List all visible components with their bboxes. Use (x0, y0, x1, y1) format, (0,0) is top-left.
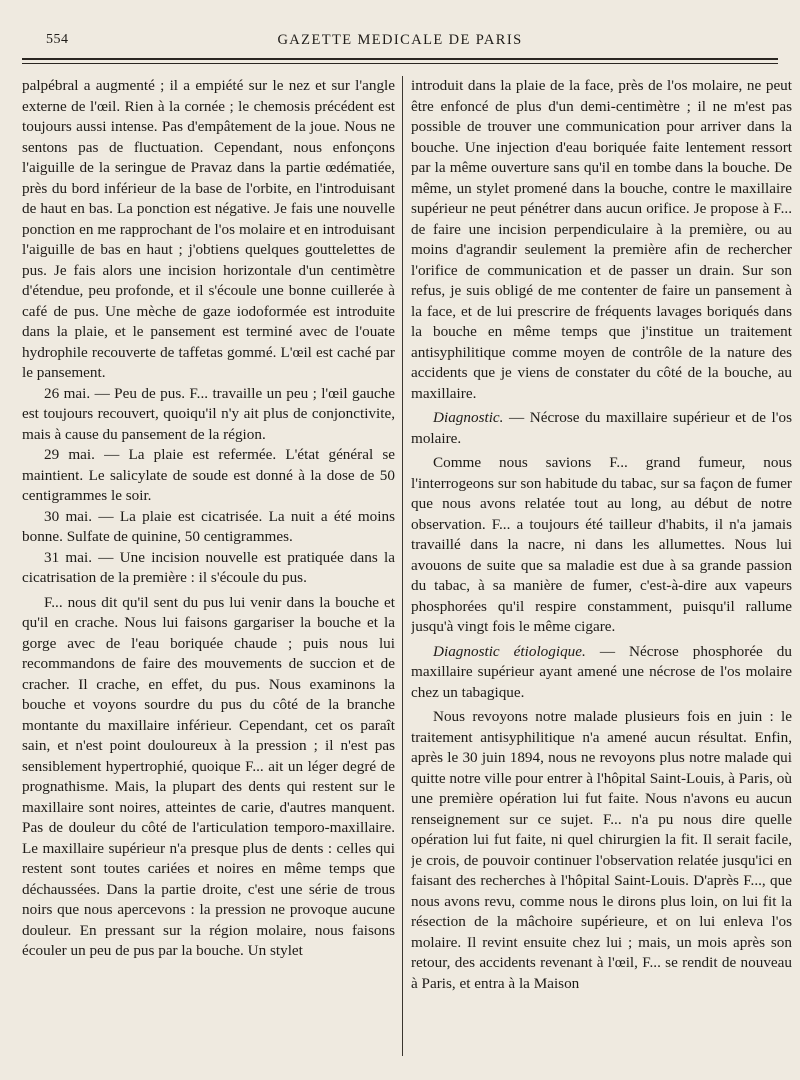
section-label: Diagnostic étiologique. (433, 642, 586, 660)
paragraph: 29 mai. — La plaie est refermée. L'état général se maintient. Le salicylate de soude est donné à la dose de 50 centigrammes le soir. (22, 446, 395, 504)
diagnostic-paragraph (411, 408, 792, 449)
section-label: Diagnostic. (433, 409, 504, 426)
paragraph: F... nous dit qu'il sent du pus lui venir dans la bouche et qu'il en crache. Nous lui faisons gargariser la bouche et la gorge avec de l'eau boriquée chaude ; puis nous lui recommandons de faire des mouvements de succion et de cracher. Il crache, en effet, du pus. Nous examinons la bouche et voyons sourdre du pus du côté de la branche montante du maxillaire inférieur. Cependant, cet os paraît sain, et n'est point douloureux à la pression ; il n'est pas sensiblement hypertrophié, quoique F... ait un léger degré de prognathisme. Mais, la plupart des dents qui restent sur le maxillaire sont noires, atteintes de carie, d'autres manquent. Pas de douleur du côté de l'articulation temporo-maxillaire. Le maxillaire supérieur n'a presque plus de dents : celles qui restent sont toutes cariées et noires en même temps que déchaussées. Dans la partie droite, c'est une série de trous noirs que nous apercevons : la pression ne provoque aucune douleur. En pressant sur la région molaire, nous faisons écouler un peu de pus par la bouche. Un stylet (22, 593, 395, 959)
paragraph: Comme nous savions F... grand fumeur, nous l'interrogeons sur son habitude du tabac, sur sa façon de fumer que nous avons relatée tout au long, au début de notre observation. F... a toujours été tailleur d'habits, il n'a jamais travaillé dans la nacre, ni dans les allumettes. Nous lui avouons de suite que sa maladie est due à sa grande passion du tabac, à sa manière de fumer, c'est-à-dire aux vapeurs phosphorées qu'il respire constamment, puisqu'il rallume jusqu'à vingt fois le même cigare. (411, 454, 792, 635)
header-rule-thick (22, 58, 778, 60)
right-column (411, 76, 792, 1066)
paragraph: 31 mai. — Une incision nouvelle est pratiquée dans la cicatrisation de la première : il s'écoule du pus. (22, 548, 395, 586)
etiology-paragraph (411, 642, 792, 704)
paragraph: Nous revoyons notre malade plusieurs fois en juin : le traitement antisyphilitique n'a amené aucun résultat. Enfin, après le 30 juin 1894, nous ne revoyons plus notre malade qui quitte notre ville pour entrer à l'hôpital Saint-Louis, à Paris, où une première opération lui fut faite. Nous n'avons eu aucun renseignement sur ce sujet. F... n'a pu nous dire quelle opération lui fut faite, ni quel chirurgien la fit. Il serait facile, je crois, de pouvoir continuer l'observation relatée jusqu'ici en faisant des recherches à l'hôpital Saint-Louis. D'après F..., que nous avons revu, comme nous le dirons plus loin, on lui fit la résection de la mâchoire supérieure, et on lui enleva l'os molaire. Il revint ensuite chez lui ; mais, un mois après son retour, des accidents revenant à l'œil, F... se rendit de nouveau à Paris, et entra à la Maison (411, 708, 792, 992)
header-rule-thin (22, 63, 778, 64)
running-header (0, 26, 800, 52)
text-columns (22, 76, 792, 1066)
section-text: — Nécrose du maxillaire supérieur et de l'os molaire. (411, 409, 792, 447)
section-text: — Nécrose phosphorée du maxillaire supérieur ayant amené une nécrose de l'os molaire chez un tabagique. (411, 642, 792, 701)
journal-title: GAZETTE MEDICALE DE PARIS (277, 32, 523, 48)
column-divider (402, 76, 403, 1056)
paragraph: 30 mai. — La plaie est cicatrisée. La nuit a été moins bonne. Sulfate de quinine, 50 centigrammes. (22, 507, 395, 545)
left-column (22, 76, 395, 1066)
page-number: 554 (46, 32, 69, 47)
paragraph: 26 mai. — Peu de pus. F... travaille un peu ; l'œil gauche est toujours recouvert, quoiqu'il n'y ait plus de conjonctivite, mais à cause du pansement de la région. (22, 384, 395, 443)
paragraph: palpébral a augmenté ; il a empiété sur le nez et sur l'angle externe de l'œil. Rien à la cornée ; le chemosis précédent est toujours aussi intense. Pas d'empâtement de la joue. Nous ne sentons pas de fluctuation. Cependant, nous enfonçons l'aiguille de la seringue de Pravaz dans la partie œdématiée, près du bord inférieur de la base de l'orbite, en l'introduisant de haut en bas. La ponction est négative. Je fais une nouvelle ponction en me rapprochant de l'os molaire et en introduisant l'aiguille de bas en haut ; j'obtiens quelques gouttelettes de pus. Je fais alors une incision horizontale d'un centimètre d'étendue, peu profonde, et il s'écoule une bonne cuillerée à café de pus. Une mèche de gaze iodoformée est introduite dans la plaie, et le pansement est terminé avec de l'ouate hydrophile recouverte de taffetas gommé. L'œil est caché par le pansement. (22, 77, 395, 381)
paragraph: introduit dans la plaie de la face, près de l'os molaire, ne peut être enfoncé de plus d'un demi-centimètre ; il ne m'est pas possible de trouver une communication pour arriver dans la bouche. Une injection d'eau boriquée faite lentement ressort par la même ouverture sans qu'il en tombe dans la bouche. De même, un stylet promené dans la bouche, contre le maxillaire supérieur ne peut pénétrer dans aucun orifice. Je propose à F... de faire une incision perpendiculaire à la première, ou au moins d'agrandir seulement la première afin de rechercher l'orifice de communication et de passer un drain. Sur son refus, je suis obligé de me contenter de faire un pansement à la face, et de lui prescrire de fréquents lavages boriqués dans la bouche en même temps que j'institue un traitement antisyphilitique comme moyen de contrôle de la nature des accidents que je viens de constater du côté de la bouche, au maxillaire. (411, 77, 792, 402)
